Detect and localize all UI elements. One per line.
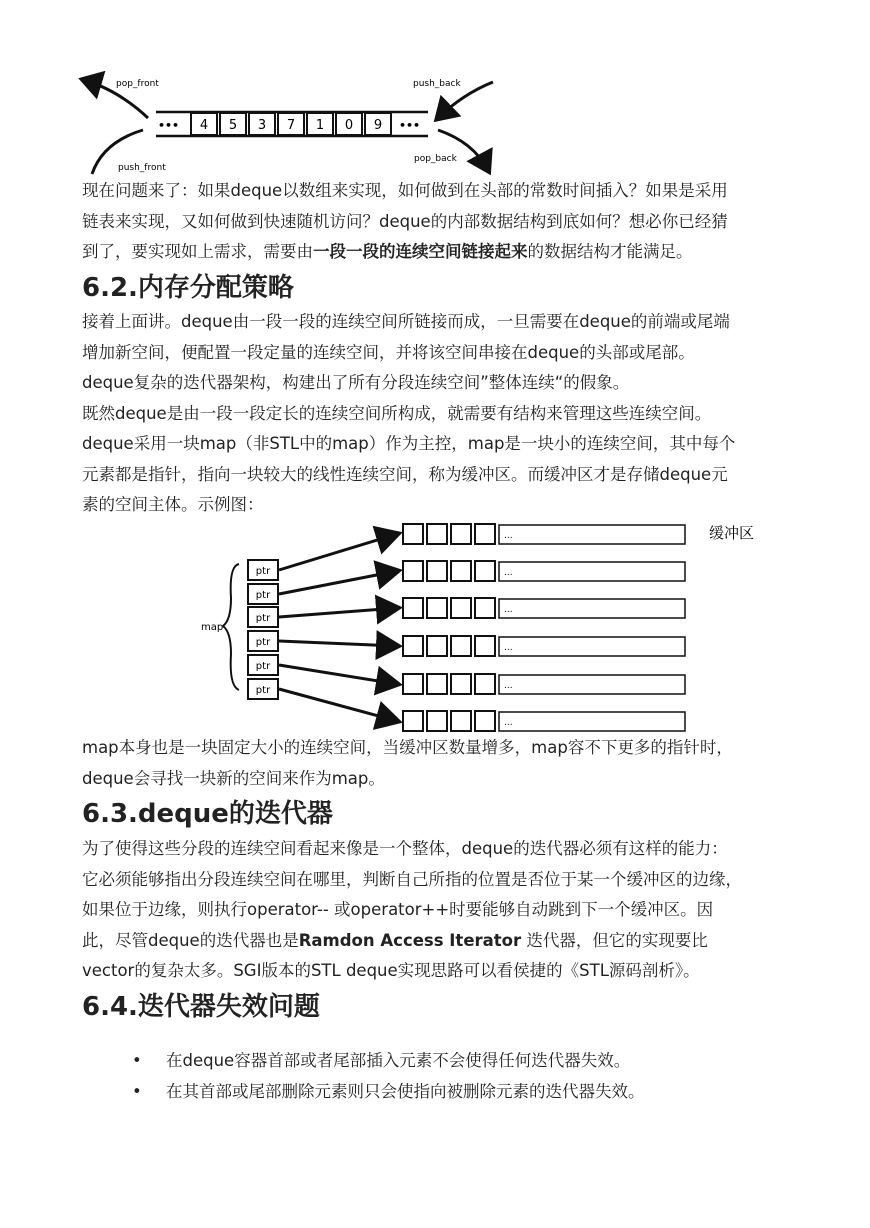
text-line: 到了，要实现如上需求，需要由	[82, 242, 313, 261]
bullet-icon: •	[132, 1081, 142, 1101]
heading-6-3: 6.3.deque的迭代器	[82, 799, 333, 829]
buffer-dots: ...	[504, 531, 513, 541]
pop-back-arrow	[438, 130, 488, 170]
buffer-dots: ...	[504, 718, 513, 728]
buffer-cell	[403, 674, 423, 694]
text-line: 现在问题来了：如果deque以数组来实现，如何做到在头部的常数时间插入？如果是采用	[82, 181, 728, 200]
pop-front-label: pop_front	[116, 79, 159, 89]
text-line: vector的复杂太多。SGI版本的STL deque实现思路可以看侯捷的《STL源码剖析》。	[82, 961, 700, 980]
left-ellipsis: •••	[158, 119, 180, 132]
paragraph-iterator	[82, 834, 802, 987]
buffer-tail	[499, 712, 685, 731]
deque-diagram	[78, 70, 508, 182]
buffer-cell	[451, 674, 471, 694]
heading-6-4: 6.4.迭代器失效问题	[82, 992, 320, 1022]
buffer-cell	[451, 524, 471, 544]
list-item-text: 在其首部或尾部删除元素则只会使指向被删除元素的迭代器失效。	[166, 1081, 645, 1101]
map-buffers	[279, 524, 685, 731]
ptr-label: ptr	[255, 661, 271, 672]
buffer-cell	[427, 674, 447, 694]
buffer-tail	[499, 675, 685, 694]
deque-cell-value: 3	[257, 118, 267, 133]
deque-cell-value: 1	[315, 118, 325, 133]
text-line: map本身也是一块固定大小的连续空间，当缓冲区数量增多，map容不下更多的指针时，	[82, 738, 733, 757]
heading-6-2: 6.2.内存分配策略	[82, 273, 294, 303]
deque-cell-value: 5	[228, 118, 238, 133]
bold-text: 一段一段的连续空间链接起来	[313, 242, 528, 261]
pointer-arrow	[279, 689, 397, 721]
buffer-cell	[451, 711, 471, 731]
pointer-arrow	[279, 571, 397, 594]
deque-cell-value: 0	[344, 118, 354, 133]
buffer-dots: ...	[504, 568, 513, 578]
text-line: 增加新空间，便配置一段定量的连续空间，并将该空间串接在deque的头部或尾部。	[82, 342, 695, 362]
text-line: 如果位于边缘，则执行operator-- 或operator++时要能够自动跳到下一个缓冲区。因	[82, 900, 714, 919]
buffer-cell	[475, 524, 495, 544]
buffer-cell	[451, 561, 471, 581]
text-line: 为了使得这些分段的连续空间看起来像是一个整体，deque的迭代器必须有这样的能力：	[82, 839, 728, 858]
right-ellipsis: •••	[399, 119, 421, 132]
text-line: deque复杂的迭代器架构，构建出了所有分段连续空间”整体连续“的假象。	[82, 373, 630, 392]
pointer-arrow	[279, 641, 397, 646]
buffer-cell	[475, 561, 495, 581]
buffer-dots: ...	[504, 681, 513, 691]
paragraph-map-growth	[82, 733, 802, 794]
push-back-label: push_back	[413, 79, 461, 89]
buffer-tail	[499, 599, 685, 618]
text-line: 它必须能够指出分段连续空间在哪里，判断自己所指的位置是否位于某一个缓冲区的边缘，	[82, 869, 742, 889]
text-line: 素的空间主体。示例图：	[82, 495, 264, 514]
list-item	[82, 1077, 645, 1108]
deque-cell-value: 4	[199, 118, 209, 133]
text-line: 接着上面讲。deque由一段一段的连续空间所链接而成，一旦需要在deque的前端或尾端	[82, 312, 730, 331]
list-item	[82, 1046, 645, 1077]
paragraph-intro	[82, 176, 802, 268]
deque-cell-value: 9	[373, 118, 383, 133]
buffer-cell	[427, 636, 447, 656]
map-brace	[223, 564, 239, 690]
pointer-arrow	[279, 608, 397, 617]
buffer-cell	[403, 524, 423, 544]
push-front-label: push_front	[118, 163, 166, 173]
deque-cell-value: 7	[286, 118, 296, 133]
buffer-cell	[427, 598, 447, 618]
bold-text: Ramdon Access Iterator	[298, 930, 522, 950]
buffer-cell	[427, 524, 447, 544]
map-label: map	[201, 622, 224, 633]
buffer-cell	[475, 674, 495, 694]
list-item-text: 在deque容器首部或者尾部插入元素不会使得任何迭代器失效。	[166, 1051, 631, 1070]
buffer-tail	[499, 637, 685, 656]
buffer-dots: ...	[504, 605, 513, 615]
buffer-cell	[475, 636, 495, 656]
ptr-label: ptr	[255, 590, 271, 601]
text-line: 既然deque是由一段一段定长的连续空间所构成，就需要有结构来管理这些连续空间。	[82, 403, 712, 423]
bullet-icon: •	[132, 1051, 142, 1070]
text-line: 迭代器，但它的实现要比	[521, 930, 708, 950]
buffer-label: 缓冲区	[709, 524, 755, 542]
buffer-dots: ...	[504, 643, 513, 653]
buffer-cell	[451, 636, 471, 656]
invalidation-list	[82, 1046, 645, 1107]
ptr-label: ptr	[255, 613, 271, 624]
map-buffer-diagram	[195, 518, 775, 738]
ptr-label: ptr	[255, 566, 271, 577]
buffer-cell	[403, 636, 423, 656]
map-pointers	[248, 560, 278, 699]
buffer-tail	[499, 562, 685, 581]
text-line: 链表来实现，又如何做到快速随机访问？deque的内部数据结构到底如何？想必你已经猜	[82, 211, 728, 231]
buffer-cell	[451, 598, 471, 618]
deque-cells	[191, 113, 391, 135]
pointer-arrow	[279, 534, 397, 570]
buffer-cell	[427, 561, 447, 581]
buffer-cell	[475, 711, 495, 731]
ptr-label: ptr	[255, 637, 271, 648]
text-line: 的数据结构才能满足。	[527, 242, 693, 261]
buffer-cell	[403, 711, 423, 731]
pointer-arrow	[279, 665, 397, 684]
text-line: 此，尽管deque的迭代器也是	[82, 930, 299, 950]
text-line: deque采用一块map（非STL中的map）作为主控，map是一块小的连续空间，其中每个	[82, 434, 736, 453]
buffer-cell	[475, 598, 495, 618]
ptr-label: ptr	[255, 685, 271, 696]
buffer-cell	[427, 711, 447, 731]
buffer-cell	[403, 561, 423, 581]
buffer-tail	[499, 525, 685, 544]
paragraph-memory-strategy	[82, 307, 802, 521]
text-line: 元素都是指针，指向一块较大的线性连续空间，称为缓冲区。而缓冲区才是存储deque元	[82, 464, 728, 484]
pop-back-label: pop_back	[414, 154, 457, 164]
buffer-cell	[403, 598, 423, 618]
text-line: deque会寻找一块新的空间来作为map。	[82, 768, 385, 788]
